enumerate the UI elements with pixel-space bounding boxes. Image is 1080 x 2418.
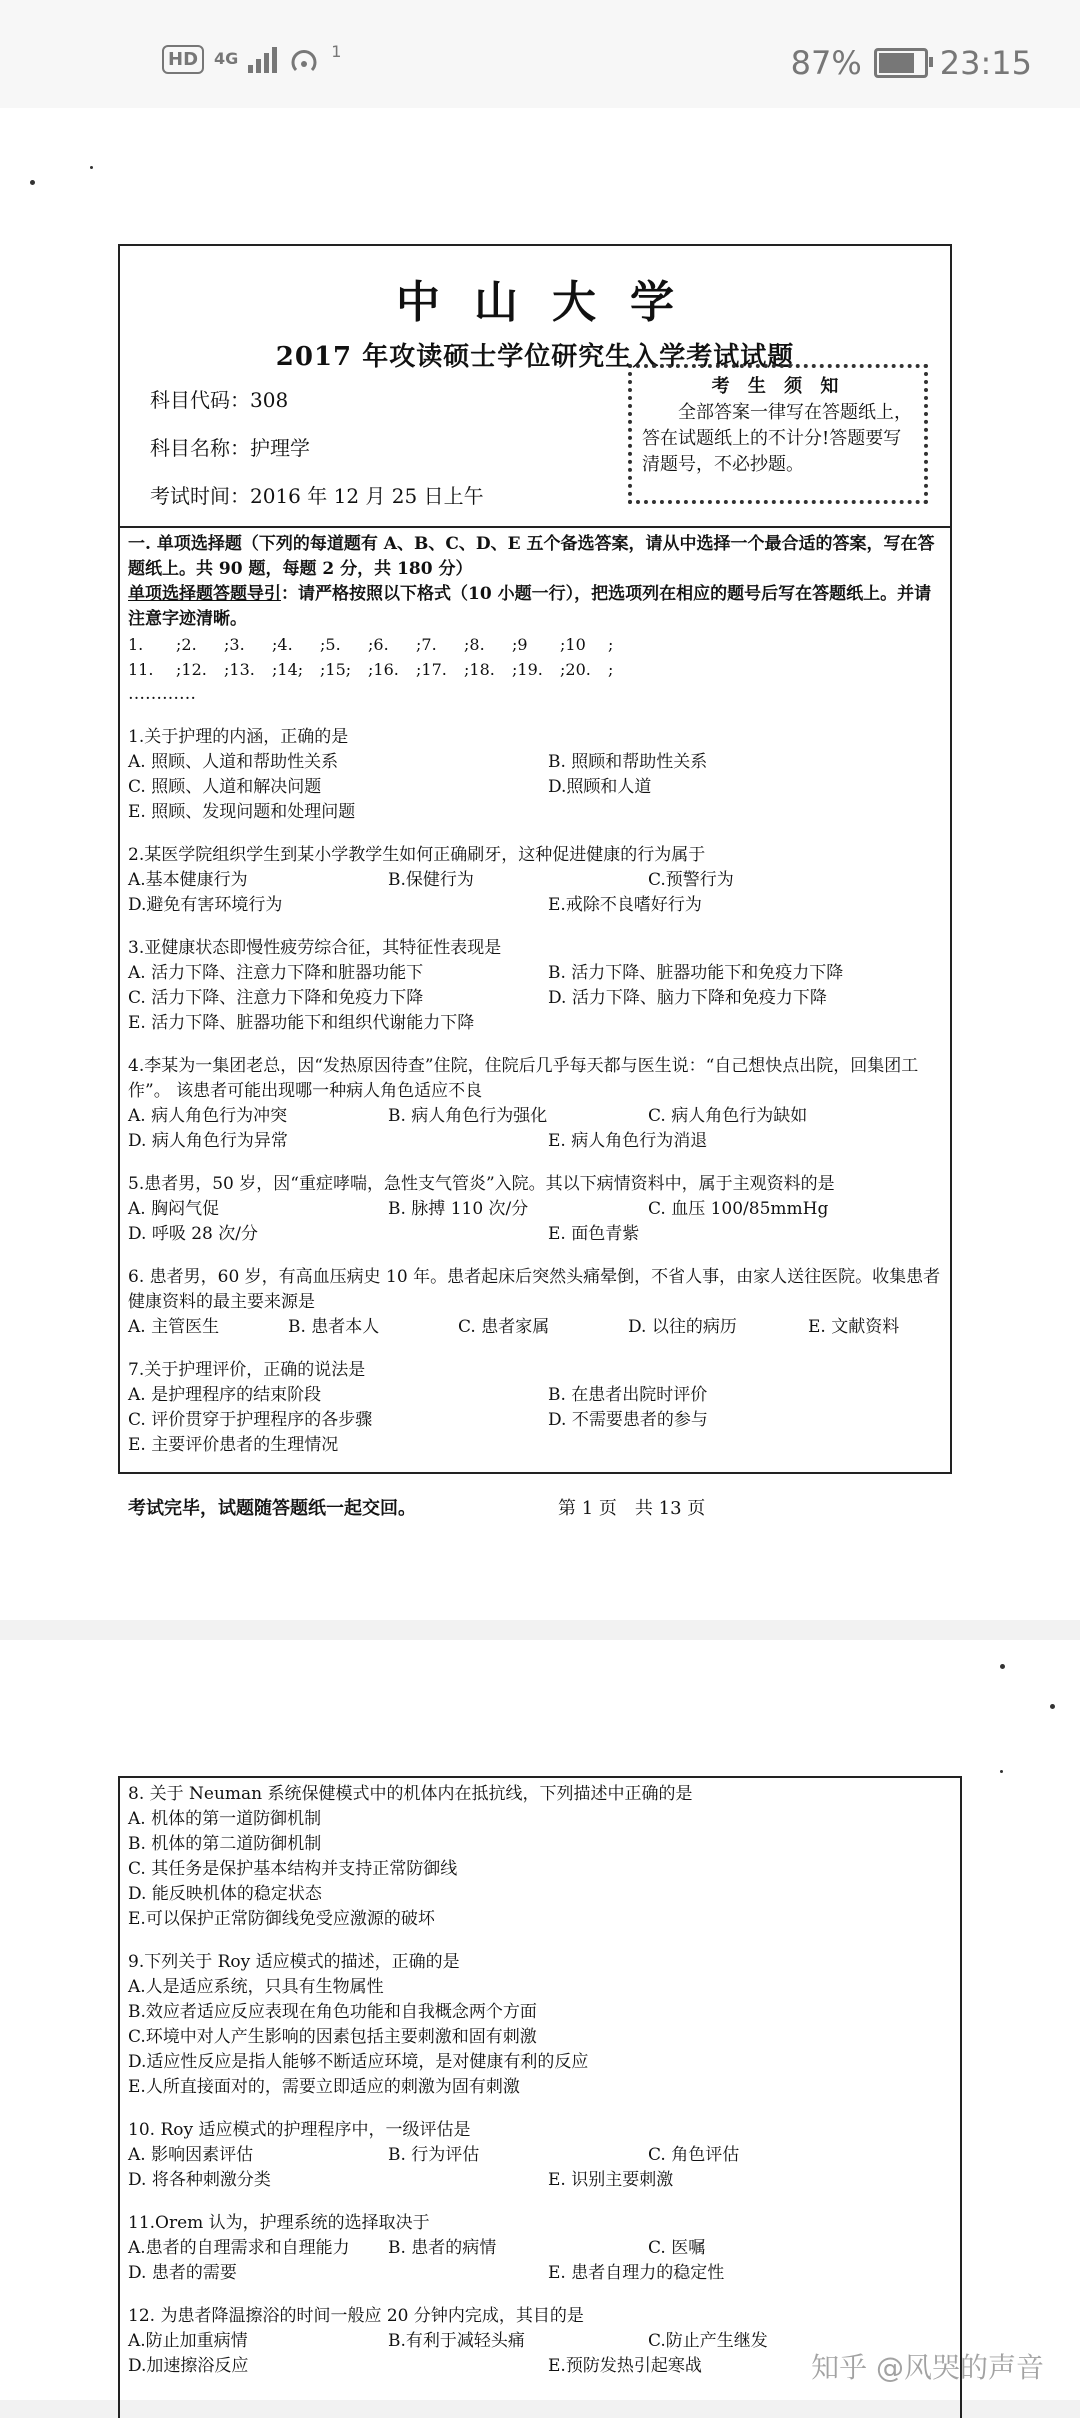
answer-option: D.照顾和人道 <box>548 777 652 797</box>
grid-cell: ;3. <box>224 635 245 654</box>
exam-subtitle: 2017 年攻读硕士学位研究生入学考试试题 <box>275 342 795 372</box>
answer-option: C. 其任务是保护基本结构并支持正常防御线 <box>128 1859 458 1879</box>
grid-cell: ;9 <box>512 635 528 654</box>
answer-option: B. 脉搏 110 次/分 <box>388 1199 529 1219</box>
option-row <box>128 2168 952 2193</box>
question <box>128 2211 952 2286</box>
option-row <box>128 1315 942 1340</box>
answer-option: B. 照顾和帮助性关系 <box>548 752 708 772</box>
university-title: 中山大学 <box>396 277 708 328</box>
answer-option: B. 患者本人 <box>288 1317 380 1337</box>
answer-option: D. 活力下降、脑力下降和免疫力下降 <box>548 988 827 1008</box>
question-stem: 7.关于护理评价，正确的说法是 <box>128 1360 366 1380</box>
option-row <box>128 1011 942 1036</box>
grid-cell: ;7. <box>416 635 437 654</box>
exam-time: 考试时间：2016 年 12 月 25 日上午 <box>150 484 484 508</box>
answer-option: C.预警行为 <box>648 870 734 890</box>
question <box>128 1358 942 1458</box>
question-stem: 9.下列关于 Roy 适应模式的描述，正确的是 <box>128 1952 460 1972</box>
option-row <box>128 1197 942 1222</box>
question-stem: 4.李某为一集团老总，因“发热原因待查”住院，住院后几乎每天都与医生说：“自己想快点出院，回集团工作”。 该患者可能出现哪一种病人角色适应不良 <box>128 1056 919 1101</box>
grid-cell: ;8. <box>464 635 485 654</box>
answer-option: D. 呼吸 28 次/分 <box>128 1224 258 1244</box>
option-row <box>128 2025 952 2050</box>
option-row <box>128 2075 952 2100</box>
answer-option: C. 照顾、人道和解决问题 <box>128 777 322 797</box>
option-row <box>128 2143 952 2168</box>
question-stem: 5.患者男，50 岁，因“重症哮喘，急性支气管炎”入院。其以下病情资料中，属于主观资料的是 <box>128 1174 835 1194</box>
hotspot-icon <box>287 44 321 74</box>
grid-cell: ; <box>608 660 614 679</box>
answer-option: A.基本健康行为 <box>128 870 248 890</box>
grid-cell: ;5. <box>320 635 341 654</box>
question <box>128 1265 942 1340</box>
question <box>128 1172 942 1247</box>
subject-code: 科目代码：308 <box>150 388 289 412</box>
option-row <box>128 986 942 1011</box>
answer-option: B.保健行为 <box>388 870 474 890</box>
question-stem: 10. Roy 适应模式的护理程序中，一级评估是 <box>128 2120 471 2140</box>
page-footer <box>128 1494 942 1520</box>
answer-option: C. 病人角色行为缺如 <box>648 1106 808 1126</box>
option-row <box>128 775 942 800</box>
answer-option: A. 机体的第一道防御机制 <box>128 1809 322 1829</box>
guide-label: 单项选择题答题导引 <box>128 584 281 604</box>
exam-frame <box>118 244 952 1519</box>
answer-option: D. 病人角色行为异常 <box>128 1131 288 1151</box>
option-row <box>128 1129 942 1154</box>
answer-option: A. 病人角色行为冲突 <box>128 1106 288 1126</box>
answer-option: C. 活力下降、注意力下降和免疫力下降 <box>128 988 424 1008</box>
answer-option: A. 活力下降、注意力下降和脏器功能下 <box>128 963 424 983</box>
grid-cell: ;13. <box>224 660 255 679</box>
option-row <box>128 2236 952 2261</box>
answer-option: C.防止产生继发 <box>648 2331 768 2351</box>
answer-option: B. 机体的第二道防御机制 <box>128 1834 322 1854</box>
question-stem: 1.关于护理的内涵，正确的是 <box>128 727 349 747</box>
question-stem: 3.亚健康状态即慢性疲劳综合征，其特征性表现是 <box>128 938 502 958</box>
answer-option: E. 识别主要刺激 <box>548 2170 674 2190</box>
option-row <box>128 1907 952 1932</box>
option-row <box>128 2050 952 2075</box>
footer-note: 考试完毕，试题随答题纸一起交回。 <box>128 1498 416 1519</box>
answer-option: D. 能反映机体的稳定状态 <box>128 1884 322 1904</box>
answer-option: A.患者的自理需求和自理能力 <box>128 2238 350 2258</box>
network-type: 4G <box>214 49 239 68</box>
answer-option: D. 不需要患者的参与 <box>548 1410 708 1430</box>
grid-cell: ;20. <box>560 660 591 679</box>
answer-option: C. 角色评估 <box>648 2145 740 2165</box>
answer-option: E. 病人角色行为消退 <box>548 1131 708 1151</box>
grid-cell: ;6. <box>368 635 389 654</box>
option-row <box>128 893 942 918</box>
question-stem: 2.某医学院组织学生到某小学教学生如何正确刷牙，这种促进健康的行为属于 <box>128 845 706 865</box>
answer-option: A. 胸闷气促 <box>128 1199 220 1219</box>
answer-option: C. 血压 100/85mmHg <box>648 1199 829 1219</box>
answer-option: E.预防发热引起寒战 <box>548 2356 702 2376</box>
status-right <box>791 44 1032 82</box>
answer-option: C. 患者家属 <box>458 1317 550 1337</box>
grid-cell: ;2. <box>176 635 197 654</box>
option-row <box>128 1807 952 1832</box>
question <box>128 1782 952 1932</box>
answer-option: B. 在患者出院时评价 <box>548 1385 708 1405</box>
answer-option: C. 医嘱 <box>648 2238 706 2258</box>
exam-frame-2 <box>118 1776 962 2418</box>
question <box>128 725 942 825</box>
option-row <box>128 1222 942 1247</box>
option-row <box>128 1857 952 1882</box>
clock: 23:15 <box>939 44 1032 82</box>
grid-cell: ; <box>608 635 614 654</box>
answer-option: B. 患者的病情 <box>388 2238 497 2258</box>
status-bar <box>0 0 1080 108</box>
question-stem: 8. 关于 Neuman 系统保健模式中的机体内在抵抗线，下列描述中正确的是 <box>128 1784 693 1804</box>
question <box>128 843 942 918</box>
answer-option: C.环境中对人产生影响的因素包括主要刺激和固有刺激 <box>128 2027 537 2047</box>
section-heading: 一. 单项选择题（下列的每道题有 A、B、C、D、E 五个备选答案，请从中选择一个最合适的答案，写在答题纸上。共 90 题，每题 2 分，共 180 分） <box>128 534 935 579</box>
answer-option: B.有利于减轻头痛 <box>388 2331 525 2351</box>
answer-option: E. 主要评价患者的生理情况 <box>128 1435 339 1455</box>
notice-title: 考 生 须 知 <box>711 376 845 397</box>
question <box>128 1950 952 2100</box>
ellipsis: ………… <box>128 684 196 704</box>
option-row <box>128 1104 942 1129</box>
candidate-notice <box>628 364 928 504</box>
option-row <box>128 800 942 825</box>
question-stem: 11.Orem 认为，护理系统的选择取决于 <box>128 2213 430 2233</box>
option-row <box>128 750 942 775</box>
battery-percent: 87% <box>790 44 862 82</box>
answer-option: B.效应者适应反应表现在角色功能和自我概念两个方面 <box>128 2002 537 2022</box>
option-row <box>128 2261 952 2286</box>
scan-page-2 <box>0 1640 1080 2400</box>
status-left <box>162 41 342 74</box>
scan-page-1 <box>0 108 1080 1620</box>
grid-cell: 1. <box>128 635 144 654</box>
option-row <box>128 868 942 893</box>
answer-option: E. 患者自理力的稳定性 <box>548 2263 725 2283</box>
answer-option: E. 活力下降、脏器功能下和组织代谢能力下降 <box>128 1013 475 1033</box>
exam-body <box>128 532 942 1458</box>
option-row <box>128 1882 952 1907</box>
option-row <box>128 1832 952 1857</box>
question-list-2 <box>128 1778 952 2379</box>
grid-cell: ;17. <box>416 660 447 679</box>
subject-name: 科目名称：护理学 <box>150 436 310 460</box>
answer-option: D.避免有害环境行为 <box>128 895 283 915</box>
answer-option: B. 活力下降、脏器功能下和免疫力下降 <box>548 963 844 983</box>
answer-option: E.可以保护正常防御线免受应激源的破坏 <box>128 1909 435 1929</box>
answer-option: A. 是护理程序的结束阶段 <box>128 1385 322 1405</box>
option-row <box>128 1975 952 2000</box>
answer-guide <box>128 582 942 632</box>
answer-option: E. 面色青紫 <box>548 1224 640 1244</box>
answer-option: E. 照顾、发现问题和处理问题 <box>128 802 356 822</box>
signal-icon <box>248 45 277 73</box>
option-row <box>128 1433 942 1458</box>
hotspot-count: 1 <box>331 41 342 61</box>
answer-option: D. 将各种刺激分类 <box>128 2170 271 2190</box>
answer-grid-row-1 <box>128 632 942 657</box>
answer-option: D.适应性反应是指人能够不断适应环境，是对健康有利的反应 <box>128 2052 589 2072</box>
answer-option: A.人是适应系统，只具有生物属性 <box>128 1977 384 1997</box>
page-number: 第 1 页 共 13 页 <box>558 1498 706 1519</box>
grid-cell: 11. <box>128 660 154 679</box>
answer-option: A. 影响因素评估 <box>128 2145 254 2165</box>
answer-option: A. 主管医生 <box>128 1317 220 1337</box>
answer-option: E.人所直接面对的，需要立即适应的刺激为固有刺激 <box>128 2077 520 2097</box>
question <box>128 2118 952 2193</box>
option-row <box>128 1408 942 1433</box>
guide-text: ：请严格按照以下格式（10 小题一行），把选项列在相应的题号后写在答题纸上。并请注意字迹清晰。 <box>128 584 932 629</box>
option-row <box>128 961 942 986</box>
hd-indicator: HD <box>162 45 204 74</box>
watermark: 知乎 @风哭的声音 <box>811 2351 1044 2384</box>
grid-cell: ;16. <box>368 660 399 679</box>
answer-option: D. 患者的需要 <box>128 2263 237 2283</box>
grid-cell: ;19. <box>512 660 543 679</box>
battery-icon <box>874 48 928 78</box>
grid-cell: ;18. <box>464 660 495 679</box>
answer-option: C. 评价贯穿于护理程序的各步骤 <box>128 1410 373 1430</box>
grid-cell: ;14; <box>272 660 304 679</box>
grid-cell: ;15; <box>320 660 352 679</box>
answer-option: B. 行为评估 <box>388 2145 480 2165</box>
question <box>128 936 942 1036</box>
question-stem: 6. 患者男，60 岁，有高血压病史 10 年。患者起床后突然头痛晕倒，不省人事，由家人送往医院。收集患者健康资料的最主要来源是 <box>128 1267 941 1312</box>
answer-option: A.防止加重病情 <box>128 2331 248 2351</box>
grid-cell: ;4. <box>272 635 293 654</box>
option-row <box>128 2000 952 2025</box>
answer-option: D.加速擦浴反应 <box>128 2356 249 2376</box>
answer-option: D. 以往的病历 <box>628 1317 737 1337</box>
grid-cell: ;12. <box>176 660 207 679</box>
question-list <box>128 725 942 1458</box>
question-stem: 12. 为患者降温擦浴的时间一般应 20 分钟内完成，其目的是 <box>128 2306 584 2326</box>
answer-option: E.戒除不良嗜好行为 <box>548 895 702 915</box>
option-row <box>128 1383 942 1408</box>
answer-option: A. 照顾、人道和帮助性关系 <box>128 752 339 772</box>
question <box>128 1054 942 1154</box>
grid-cell: ;10 <box>560 635 586 654</box>
answer-grid-row-2 <box>128 657 942 682</box>
answer-option: B. 病人角色行为强化 <box>388 1106 548 1126</box>
notice-body: 全部答案一律写在答题纸上，答在试题纸上的不计分!答题要写清题号，不必抄题。 <box>642 402 912 475</box>
answer-option: E. 文献资料 <box>808 1317 900 1337</box>
